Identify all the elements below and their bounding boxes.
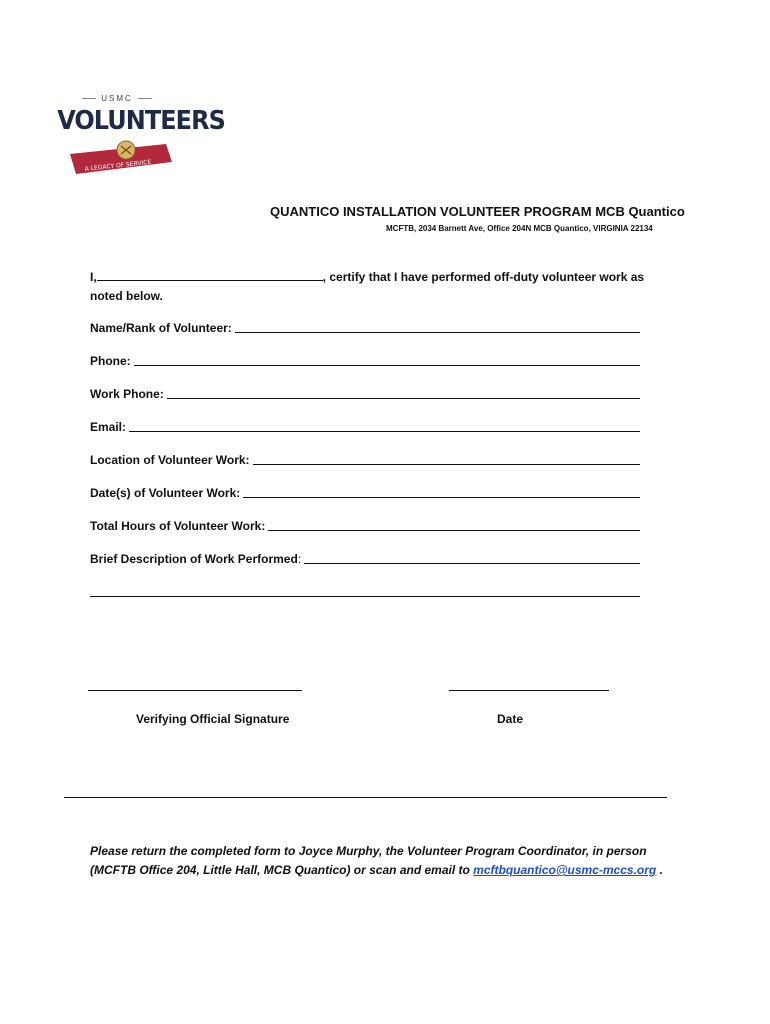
phone-blank[interactable] [134, 351, 640, 366]
certification-suffix: , certify that I have performed off-duty volunteer work as [322, 270, 645, 284]
field-phone [90, 351, 640, 368]
field-email [90, 417, 640, 434]
dates-blank[interactable] [243, 483, 640, 498]
volunteers-logo [52, 90, 225, 190]
field-description [90, 549, 640, 566]
name-rank-blank[interactable] [235, 318, 640, 333]
certification-statement [90, 268, 644, 284]
email-blank[interactable] [129, 417, 640, 432]
field-label: Name/Rank of Volunteer: [90, 321, 232, 335]
date-blank[interactable] [449, 690, 609, 691]
office-address: MCFTB, 2034 Barnett Ave, Office 204N MCB Quantico, VIRGINIA 22134 [386, 224, 653, 233]
form-title: QUANTICO INSTALLATION VOLUNTEER PROGRAM MCB Quantico [270, 204, 685, 219]
total-hours-blank[interactable] [268, 516, 640, 531]
email-link[interactable]: mcftbquantico@usmc-mccs.org [473, 863, 657, 877]
return-instructions-end: . [656, 863, 663, 877]
work-phone-blank[interactable] [167, 384, 640, 399]
field-work-phone [90, 384, 640, 401]
logo-usmc-text: USMC [52, 94, 182, 103]
logo-volunteers-text: VOLUNTEERS [57, 106, 225, 136]
description-continuation-blank[interactable] [90, 596, 640, 597]
signature-label: Verifying Official Signature [136, 712, 290, 726]
return-instructions [90, 842, 690, 880]
certification-continuation: noted below. [90, 289, 163, 303]
return-instructions-text: Please return the completed form to Joyce Murphy, the Volunteer Program Coordinator, in person (MCFTB Office 204, Little Hall, MCB Quantico) or scan and email to [90, 844, 647, 877]
signature-blank[interactable] [88, 690, 302, 691]
field-label: Date(s) of Volunteer Work: [90, 486, 241, 500]
location-blank[interactable] [253, 450, 640, 465]
field-label: Location of Volunteer Work: [90, 453, 250, 467]
description-blank[interactable] [304, 549, 640, 564]
field-dates [90, 483, 640, 500]
field-label: Email: [90, 420, 127, 434]
field-label: Total Hours of Volunteer Work: [90, 519, 266, 533]
field-label: Phone: [90, 354, 131, 368]
field-label: Brief Description of Work Performed: [90, 552, 302, 566]
field-total-hours [90, 516, 640, 533]
certification-prefix: I, [90, 270, 97, 284]
section-divider [64, 797, 667, 798]
date-label: Date [497, 712, 524, 726]
logo-ribbon-emblem [66, 140, 176, 180]
volunteer-name-blank[interactable] [97, 268, 323, 281]
field-label: Work Phone: [90, 387, 164, 401]
logo-ribbon-text: A LEGACY OF SERVICE [84, 158, 152, 173]
field-location [90, 450, 640, 467]
field-name-rank [90, 318, 640, 335]
